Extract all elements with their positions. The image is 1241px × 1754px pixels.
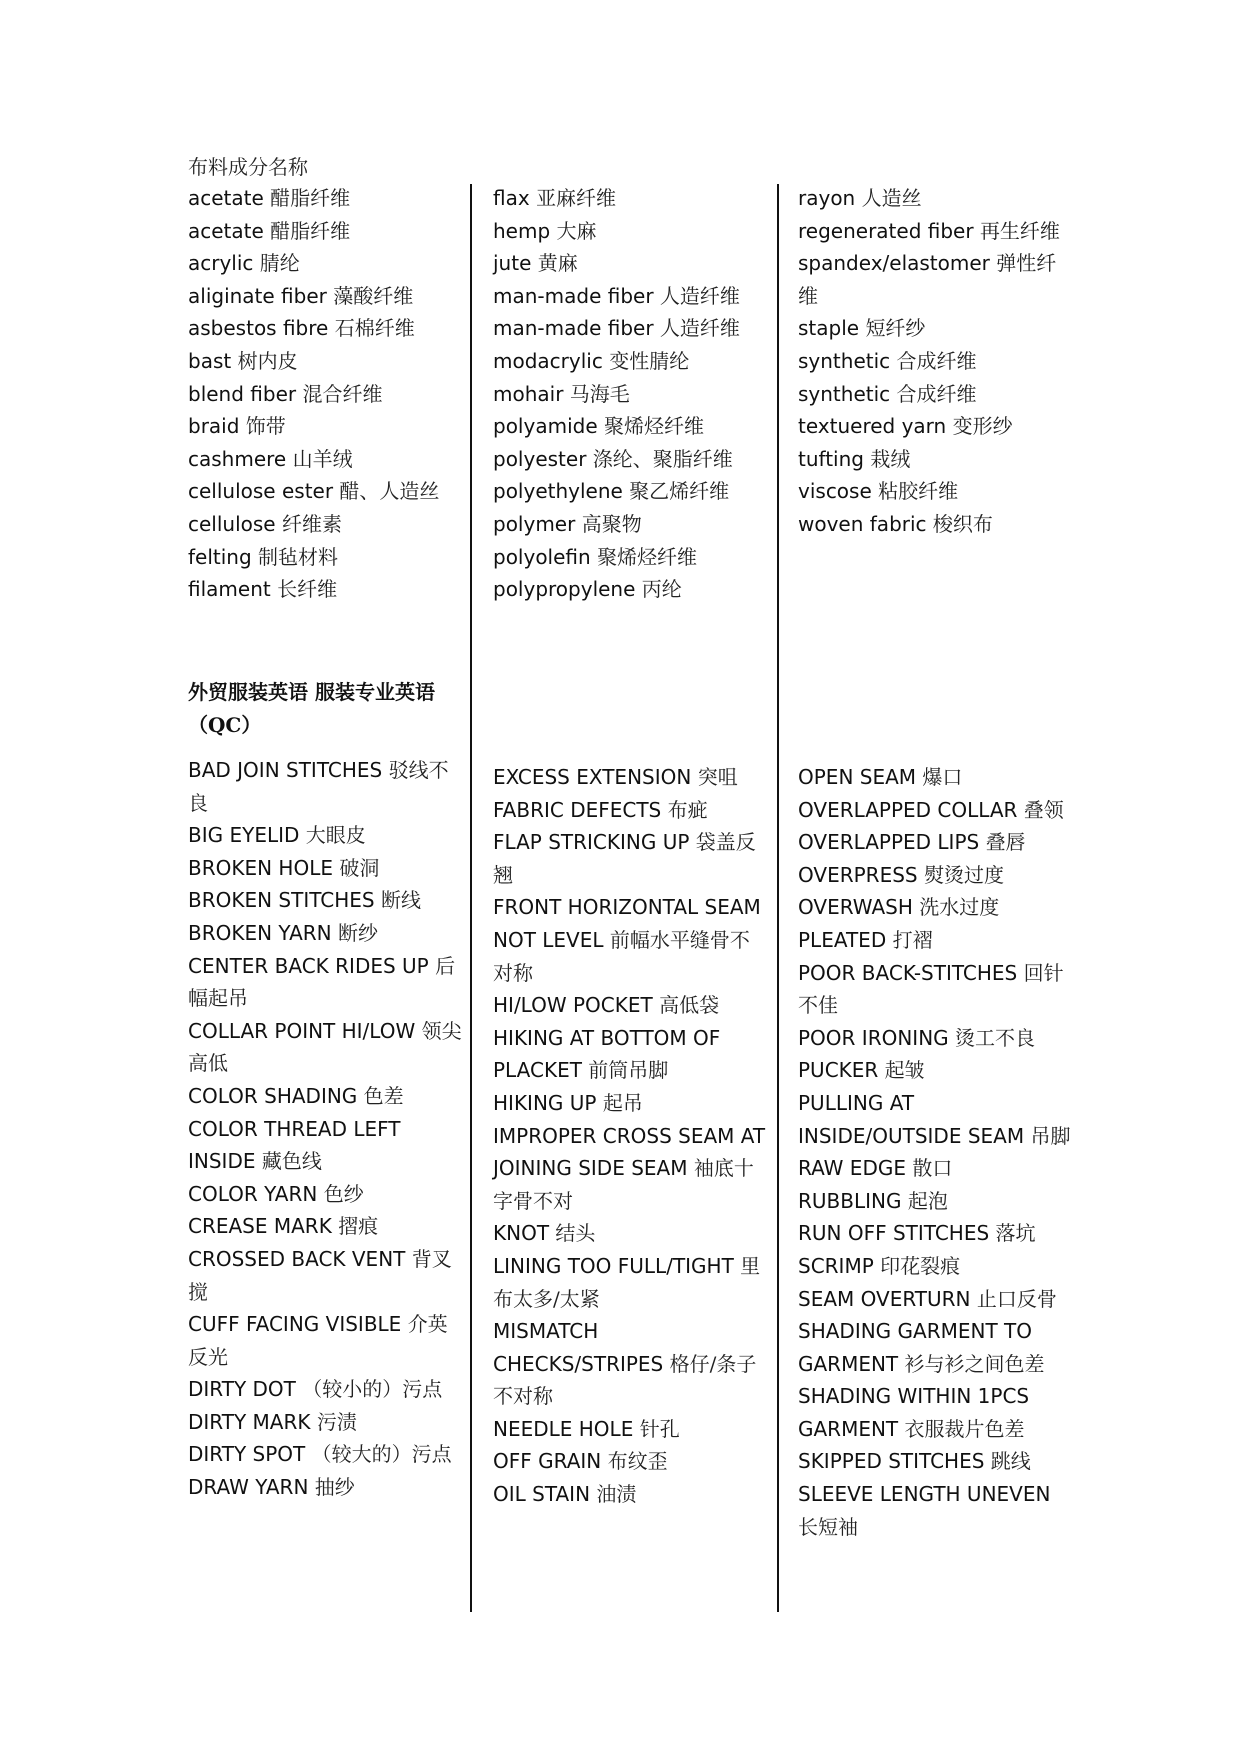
term-chinese: 合成纤维 [896,348,977,373]
term-chinese: 栽绒 [870,446,911,471]
glossary-entry [493,215,768,248]
term-chinese: 驳线不良 [188,758,449,815]
glossary-entry [493,794,768,827]
term-chinese: 纤维素 [281,511,342,536]
term-english: OVERPRESS [798,862,918,887]
term-english: PLEATED [798,927,887,952]
term-english: flax [493,186,530,210]
section-heading-fabric-composition: 布料成分名称 [188,155,308,179]
term-chinese: 断纱 [338,920,378,945]
glossary-entry [798,215,1073,248]
glossary-entry [493,378,768,411]
term-english: POOR IRONING [798,1025,949,1050]
term-chinese: 腈纶 [259,251,300,276]
term-english: jute [493,251,532,276]
glossary-entry [798,1185,1073,1218]
glossary-entry [493,1413,768,1446]
term-chinese: 聚乙烯纤维 [629,479,730,504]
term-chinese: 摺痕 [338,1214,379,1239]
term-english: COLOR THREAD LEFT INSIDE [188,1116,401,1174]
term-english: cellulose ester [188,479,334,504]
term-chinese: 落坑 [995,1221,1036,1246]
glossary-entry [188,345,463,378]
glossary-entry [798,1250,1073,1283]
term-english: asbestos fibre [188,316,329,341]
term-english: SHADING GARMENT TO GARMENT [798,1319,1032,1376]
term-english: bast [188,348,232,373]
glossary-entry [798,410,1073,443]
glossary-entry [493,891,768,989]
term-chinese: 树内皮 [237,348,298,373]
glossary-entry [798,182,1073,215]
term-english: COLLAR POINT HI/LOW [188,1018,416,1043]
glossary-entry [798,247,1073,312]
term-chinese: 断线 [380,888,421,913]
term-chinese: 人造丝 [861,186,922,210]
term-english: CREASE MARK [188,1214,332,1239]
term-chinese: 背叉搅 [188,1246,452,1304]
glossary-entry [798,826,1073,859]
term-english: SEAM OVERTURN [798,1286,971,1311]
term-english: FLAP STRICKING UP [493,830,690,855]
term-english: RAW EDGE [798,1156,906,1181]
term-chinese: 弹性纤维 [798,251,1057,308]
term-english: polypropylene [493,577,636,602]
glossary-entry [493,508,768,541]
term-chinese: 洗水过度 [919,895,1000,920]
term-english: DIRTY MARK [188,1409,311,1434]
term-english: CROSSED BACK VENT [188,1246,406,1271]
term-english: cashmere [188,446,287,471]
term-chinese: 高低袋 [659,993,720,1018]
glossary-entry [493,1087,768,1120]
term-chinese: 打褶 [892,927,933,952]
term-chinese: 大眼皮 [305,823,366,848]
qc-column-3 [798,761,1073,1543]
glossary-entry [493,475,768,508]
term-chinese: 醋脂纤维 [270,218,351,243]
term-chinese: 聚烯烃纤维 [597,544,698,569]
glossary-entry [798,1152,1073,1185]
term-english: cellulose [188,511,276,536]
term-chinese: （较小的）污点 [302,1377,443,1402]
term-english: OPEN SEAM [798,765,917,789]
fabric-column-3 [798,182,1073,541]
term-chinese: 聚烯烃纤维 [603,414,704,439]
glossary-entry [493,1022,768,1087]
glossary-entry [798,761,1073,794]
term-english: woven fabric [798,511,927,536]
term-chinese: 粘胶纤维 [878,479,959,504]
term-english: polyolefin [493,544,591,569]
term-english: man-made fiber [493,283,654,308]
term-english: rayon [798,186,856,210]
glossary-entry [798,1054,1073,1087]
glossary-entry [798,1315,1073,1380]
term-english: DRAW YARN [188,1475,309,1500]
term-english: acrylic [188,251,254,276]
term-english: spandex/elastomer [798,251,990,276]
glossary-entry [188,1015,463,1080]
term-english: PULLING AT INSIDE/OUTSIDE SEAM [798,1090,1025,1148]
term-chinese: 马海毛 [569,381,630,406]
glossary-entry [493,182,768,215]
glossary-entry [493,826,768,891]
term-chinese: 袖底十字骨不对 [493,1156,754,1213]
term-chinese: 黄麻 [537,251,578,276]
term-english: acetate [188,186,264,210]
term-chinese: 布纹歪 [607,1449,668,1474]
term-english: RUN OFF STITCHES [798,1221,990,1246]
term-chinese: 长短袖 [798,1514,858,1539]
glossary-entry [798,859,1073,892]
term-chinese: 熨烫过度 [923,862,1004,887]
term-english: SLEEVE LENGTH UNEVEN [798,1482,1051,1507]
term-english: OIL STAIN [493,1482,591,1507]
glossary-entry [188,443,463,476]
glossary-entry [188,541,463,574]
term-chinese: 人造纤维 [659,283,740,308]
term-english: SKIPPED STITCHES [798,1449,985,1474]
term-english: OVERLAPPED COLLAR [798,797,1018,822]
term-english: polyethylene [493,479,623,504]
term-chinese: 散口 [912,1156,953,1181]
glossary-entry [798,924,1073,957]
glossary-entry [188,1438,463,1471]
term-english: polymer [493,511,576,536]
term-english: hemp [493,218,551,243]
term-english: COLOR SHADING [188,1083,358,1108]
qc-column-1 [188,754,463,1504]
term-chinese: 长纤维 [277,577,338,602]
term-chinese: 爆口 [922,765,963,789]
term-english: polyester [493,446,587,471]
term-english: regenerated fiber [798,218,974,243]
glossary-entry [493,1120,768,1218]
term-chinese: 前幅水平缝骨不对称 [493,927,750,985]
term-english: DIRTY SPOT [188,1442,306,1467]
term-english: BROKEN STITCHES [188,888,375,913]
glossary-entry [493,989,768,1022]
glossary-entry [798,345,1073,378]
term-chinese: 再生纤维 [979,218,1060,243]
glossary-entry [188,1308,463,1373]
glossary-entry [798,1217,1073,1250]
term-english: synthetic [798,348,891,373]
term-chinese: 高聚物 [581,511,642,536]
glossary-entry [188,852,463,885]
term-chinese: 色差 [363,1083,404,1108]
glossary-entry [188,280,463,313]
term-english: OVERWASH [798,895,913,920]
term-english: DIRTY DOT [188,1377,296,1402]
glossary-entry [798,443,1073,476]
column-divider-1 [470,184,472,1612]
term-chinese: 布疵 [667,797,708,822]
glossary-entry [798,794,1073,827]
term-english: COLOR YARN [188,1181,318,1206]
glossary-entry [798,891,1073,924]
glossary-entry [798,378,1073,411]
term-chinese: 醋脂纤维 [270,186,351,210]
term-english: HIKING AT BOTTOM OF PLACKET [493,1025,721,1083]
glossary-entry [188,410,463,443]
term-english: viscose [798,479,872,504]
term-english: EXCESS EXTENSION [493,765,692,789]
term-chinese: 梭织布 [932,511,993,536]
term-chinese: 袋盖反翘 [493,830,756,887]
fabric-column-1 [188,182,463,606]
term-chinese: 丙纶 [641,577,682,602]
section-heading-qc-english: 外贸服装英语 服装专业英语（QC） [188,680,435,737]
glossary-entry [798,1022,1073,1055]
qc-column-2 [493,761,768,1511]
term-english: HIKING UP [493,1090,597,1115]
term-english: tufting [798,446,864,471]
term-chinese: 回针不佳 [798,960,1064,1018]
term-chinese: 叠唇 [985,830,1026,855]
glossary-entry [188,1113,463,1178]
glossary-entry [188,950,463,1015]
term-english: acetate [188,218,264,243]
term-chinese: 针孔 [639,1416,680,1441]
term-chinese: 变性腈纶 [609,348,690,373]
term-english: CENTER BACK RIDES UP [188,953,429,978]
glossary-entry [798,1478,1073,1543]
glossary-entry [493,1478,768,1511]
term-english: BAD JOIN STITCHES [188,758,383,782]
term-english: POOR BACK-STITCHES [798,960,1018,985]
term-english: textuered yarn [798,414,947,439]
term-english: HI/LOW POCKET [493,993,653,1018]
glossary-entry [798,1445,1073,1478]
glossary-entry [493,1445,768,1478]
term-chinese: 起泡 [907,1188,948,1213]
term-english: BIG EYELID [188,823,300,848]
glossary-entry [188,1178,463,1211]
term-english: man-made fiber [493,316,654,341]
term-chinese: 印花裂痕 [880,1253,961,1278]
term-chinese: 饰带 [245,414,286,439]
term-english: OFF GRAIN [493,1449,602,1474]
glossary-entry [188,475,463,508]
glossary-entry [798,508,1073,541]
glossary-entry [798,1283,1073,1316]
term-english: aliginate fiber [188,283,327,308]
term-chinese: （较大的）污点 [311,1442,452,1467]
glossary-entry [798,475,1073,508]
glossary-entry [493,312,768,345]
term-english: LINING TOO FULL/TIGHT [493,1253,734,1278]
fabric-column-2 [493,182,768,606]
glossary-entry [493,761,768,794]
glossary-entry [188,312,463,345]
term-chinese: 前筒吊脚 [588,1058,669,1083]
term-chinese: 合成纤维 [896,381,977,406]
term-chinese: 起皱 [884,1058,925,1083]
term-chinese: 人造纤维 [659,316,740,341]
term-chinese: 亚麻纤维 [536,186,617,210]
term-chinese: 衫与衫之间色差 [904,1351,1045,1376]
glossary-entry [188,215,463,248]
term-english: SHADING WITHIN 1PCS GARMENT [798,1384,1030,1441]
term-chinese: 污渍 [316,1409,357,1434]
term-chinese: 止口反骨 [976,1286,1057,1311]
glossary-entry [188,1210,463,1243]
term-english: MISMATCH CHECKS/STRIPES [493,1319,664,1376]
term-chinese: 起吊 [602,1090,643,1115]
term-english: polyamide [493,414,598,439]
term-chinese: 制毡材料 [258,544,339,569]
term-chinese: 藻酸纤维 [333,283,414,308]
glossary-entry [188,1471,463,1504]
term-chinese: 混合纤维 [302,381,383,406]
glossary-entry [493,573,768,606]
glossary-entry [188,1373,463,1406]
term-chinese: 涤纶、聚脂纤维 [592,446,733,471]
glossary-entry [188,182,463,215]
glossary-entry [798,1380,1073,1445]
term-chinese: 烫工不良 [955,1025,1036,1050]
term-english: PUCKER [798,1058,879,1083]
term-english: KNOT [493,1221,550,1246]
term-chinese: 石棉纤维 [334,316,415,341]
column-divider-2 [777,184,779,1612]
glossary-entry [188,917,463,950]
term-english: felting [188,544,252,569]
term-english: OVERLAPPED LIPS [798,830,980,855]
term-chinese: 里布太多/太紧 [493,1253,761,1311]
term-english: synthetic [798,381,891,406]
term-chinese: 油渍 [596,1482,637,1507]
glossary-entry [798,312,1073,345]
term-english: mohair [493,381,564,406]
term-english: NEEDLE HOLE [493,1416,634,1441]
term-chinese: 变形纱 [952,414,1013,439]
glossary-entry [493,280,768,313]
term-english: BROKEN HOLE [188,855,333,880]
term-chinese: 山羊绒 [292,446,353,471]
term-english: BROKEN YARN [188,920,332,945]
term-chinese: 后幅起吊 [188,953,456,1011]
term-chinese: 跳线 [990,1449,1031,1474]
glossary-entry [188,573,463,606]
glossary-entry [798,1087,1073,1152]
term-chinese: 短纤纱 [865,316,926,341]
glossary-entry [188,884,463,917]
term-english: RUBBLING [798,1188,902,1213]
term-chinese: 叠领 [1023,797,1064,822]
glossary-entry [188,378,463,411]
glossary-entry [493,410,768,443]
term-english: blend fiber [188,381,297,406]
glossary-entry [188,754,463,819]
glossary-entry [493,541,768,574]
glossary-entry [493,345,768,378]
glossary-entry [493,247,768,280]
term-chinese: 大麻 [556,218,597,243]
term-english: IMPROPER CROSS SEAM AT JOINING SIDE SEAM [493,1123,766,1181]
term-english: SCRIMP [798,1253,874,1278]
term-english: braid [188,414,240,439]
term-english: modacrylic [493,348,603,373]
term-chinese: 衣服裁片色差 [904,1416,1025,1441]
term-english: CUFF FACING VISIBLE [188,1312,402,1337]
term-english: filament [188,577,271,602]
term-chinese: 醋、人造丝 [339,479,440,504]
glossary-entry [188,247,463,280]
glossary-entry [188,1080,463,1113]
term-english: FRONT HORIZONTAL SEAM NOT LEVEL [493,895,761,952]
term-english: staple [798,316,860,341]
glossary-entry [493,443,768,476]
glossary-entry [493,1250,768,1315]
term-chinese: 抽纱 [314,1475,355,1500]
glossary-entry [798,957,1073,1022]
term-chinese: 藏色线 [261,1149,322,1174]
term-chinese: 结头 [555,1221,596,1246]
term-chinese: 色纱 [323,1181,364,1206]
glossary-entry [188,1243,463,1308]
term-chinese: 破洞 [339,855,380,880]
term-chinese: 领尖高低 [188,1018,462,1076]
term-chinese: 突咀 [697,765,738,789]
glossary-entry [493,1315,768,1413]
glossary-entry [188,819,463,852]
glossary-entry [188,1406,463,1439]
term-chinese: 格仔/条子不对称 [493,1351,757,1409]
glossary-entry [493,1217,768,1250]
term-chinese: 吊脚 [1030,1123,1071,1148]
glossary-entry [188,508,463,541]
term-english: FABRIC DEFECTS [493,797,662,822]
term-chinese: 介英反光 [188,1312,448,1369]
